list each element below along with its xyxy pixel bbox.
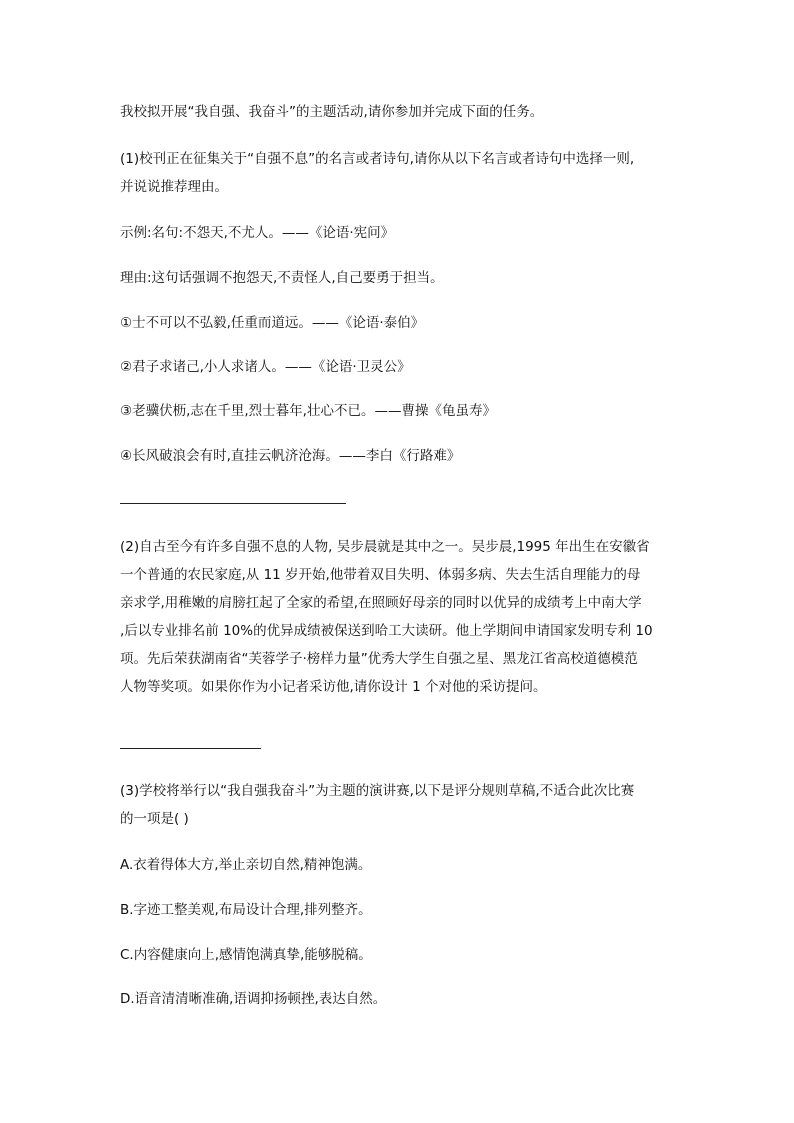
example-quote: 示例:名句:不怨天,不尤人。——《论语·宪问》 [120,225,395,241]
question-1-text: (1)校刊正在征集关于“自强不息”的名言或者诗句,请你从以下名言或者诗句中选择一则, [120,151,635,167]
question-2-line-4: ,后以专业排名前 10%的优异成绩被保送到哈工大读研。他上学期间申请国家发明专利 10 [120,623,653,639]
choice-a: A.衣着得体大方,举止亲切自然,精神饱满。 [120,857,372,873]
question-1-text-cont: 并说说推荐理由。 [120,179,228,195]
question-2-line-1: (2)自古至今有许多自强不息的人物, 吴步晨就是其中之一。吴步晨,1995 年出生在安徽省 [120,539,650,555]
question-2-line-2: 一个普通的农民家庭,从 11 岁开始,他带着双目失明、体弱多病、失去生活自理能力的母 [120,567,641,583]
quote-option-4: ④长风破浪会有时,直挂云帆济沧海。——李白《行路难》 [120,448,461,464]
question-3-text: (3)学校将举行以“我自强我奋斗”为主题的演讲赛,以下是评分规则草稿,不适合此次比赛 [120,783,635,799]
intro-text: 我校拟开展“我自强、我奋斗”的主题活动,请你参加并完成下面的任务。 [120,104,544,120]
question-3-text-cont: 的一项是( ) [120,811,189,827]
example-reason: 理由:这句话强调不抱怨天,不责怪人,自己要勇于担当。 [120,270,444,286]
answer-blank-1[interactable] [120,503,346,504]
question-2-line-5: 项。先后荣获湖南省“芙蓉学子·榜样力量”优秀大学生自强之星、黑龙江省高校道德模范 [120,651,638,667]
choice-c: C.内容健康向上,感情饱满真挚,能够脱稿。 [120,947,372,963]
quote-option-1: ①士不可以不弘毅,任重而道远。——《论语·泰伯》 [120,315,425,331]
question-2-line-3: 亲求学,用稚嫩的肩膀扛起了全家的希望,在照顾好母亲的同时以优异的成绩考上中南大学 [120,595,642,611]
quote-option-3: ③老骥伏枥,志在千里,烈士暮年,壮心不已。——曹操《龟虽寿》 [120,403,496,419]
choice-b: B.字迹工整美观,布局设计合理,排列整齐。 [120,902,372,918]
quote-option-2: ②君子求诸己,小人求诸人。——《论语·卫灵公》 [120,359,411,375]
answer-blank-2[interactable] [120,748,261,749]
question-2-line-6: 人物等奖项。如果你作为小记者采访他,请你设计 1 个对他的采访提问。 [120,679,547,695]
choice-d: D.语音清清晰准确,语调抑扬顿挫,表达自然。 [120,991,387,1007]
